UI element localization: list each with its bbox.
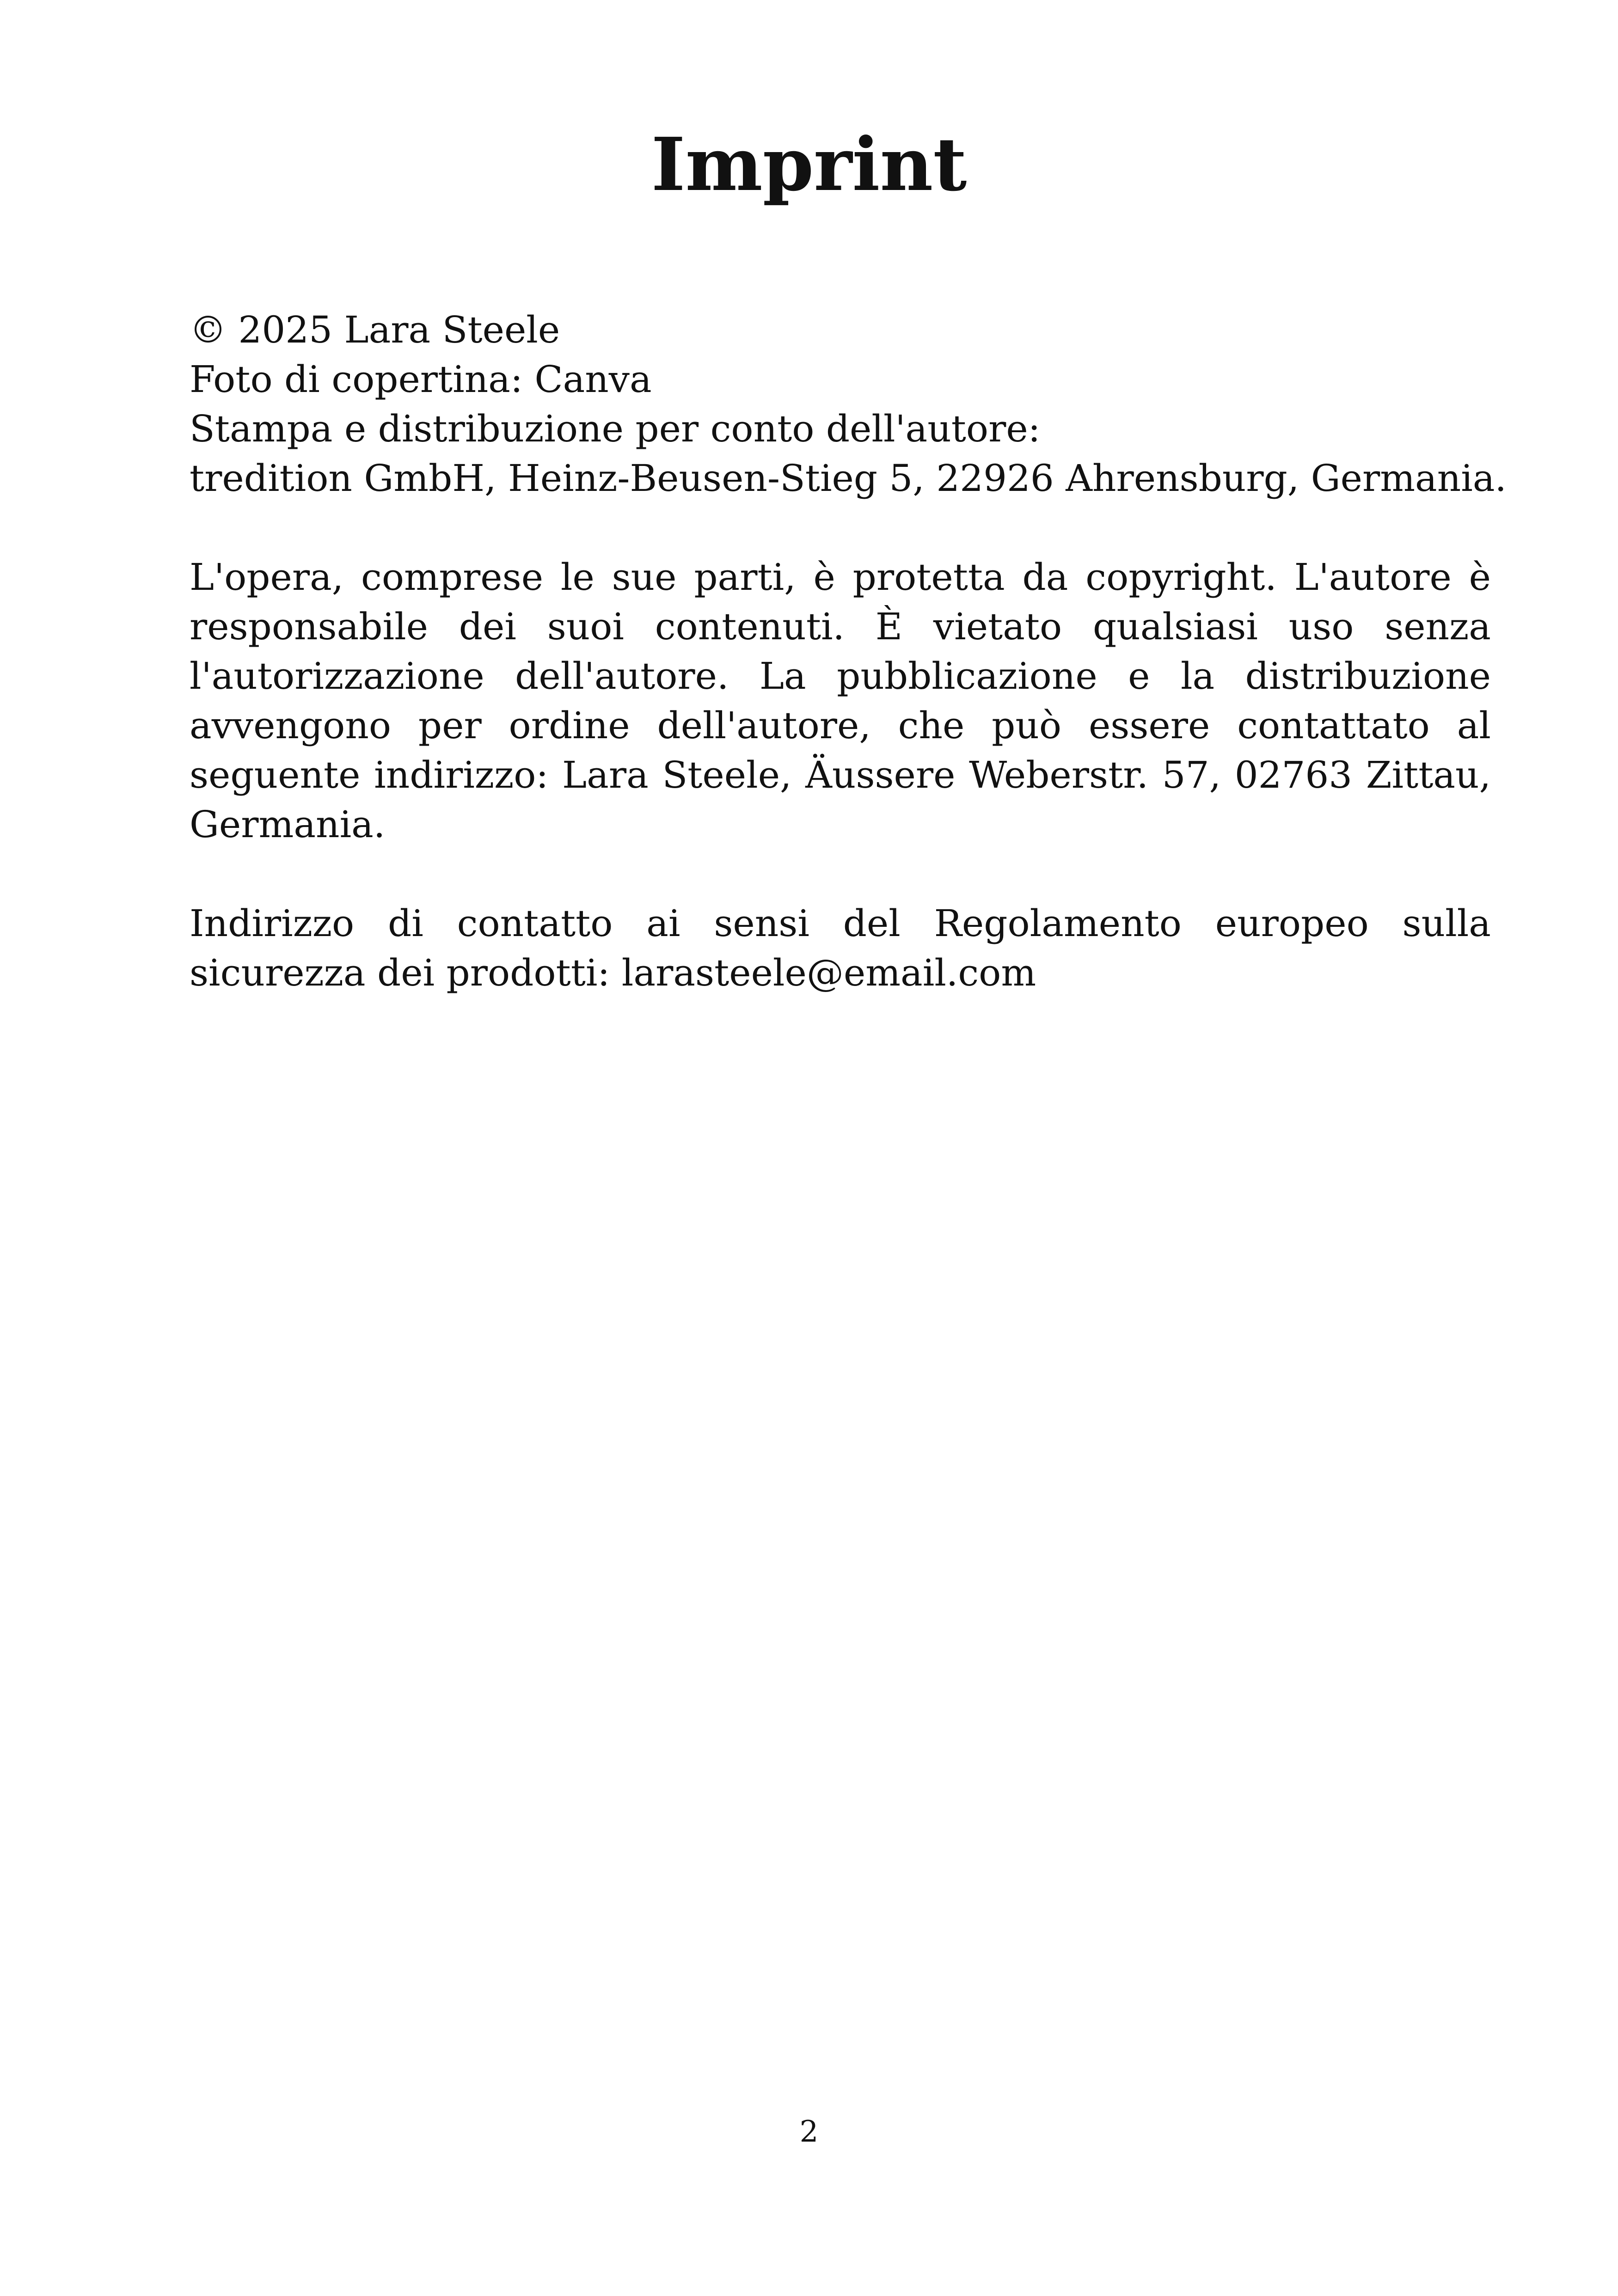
- copyright-line: © 2025 Lara Steele: [190, 308, 560, 351]
- print-distribution-line: Stampa e distribuzione per conto dell'autore:: [190, 407, 1041, 450]
- page-title: Imprint: [651, 122, 967, 208]
- credits-block: [190, 305, 1507, 503]
- cover-photo-line: Foto di copertina: Canva: [190, 358, 652, 401]
- contact-notice: Indirizzo di contatto ai sensi del Regolamento europeo sulla sicurezza dei prodotti: larasteele@email.com: [190, 902, 1491, 994]
- imprint-content: [190, 305, 1507, 998]
- copyright-notice: L'opera, comprese le sue parti, è protetta da copyright. L'autore è responsabile dei suoi contenuti. È vietato qualsiasi uso senza l'autorizzazione dell'autore. La pubblicazione e la distribuzione avvengono per ordine dell'autore, che può essere contattato al seguente indirizzo: Lara Steele, Äussere Weberstr. 57, 02763 Zittau, Germania.: [190, 556, 1491, 846]
- page-number: 2: [799, 2115, 819, 2149]
- publisher-address-line: tredition GmbH, Heinz-Beusen-Stieg 5, 22926 Ahrensburg, Germania.: [190, 457, 1507, 500]
